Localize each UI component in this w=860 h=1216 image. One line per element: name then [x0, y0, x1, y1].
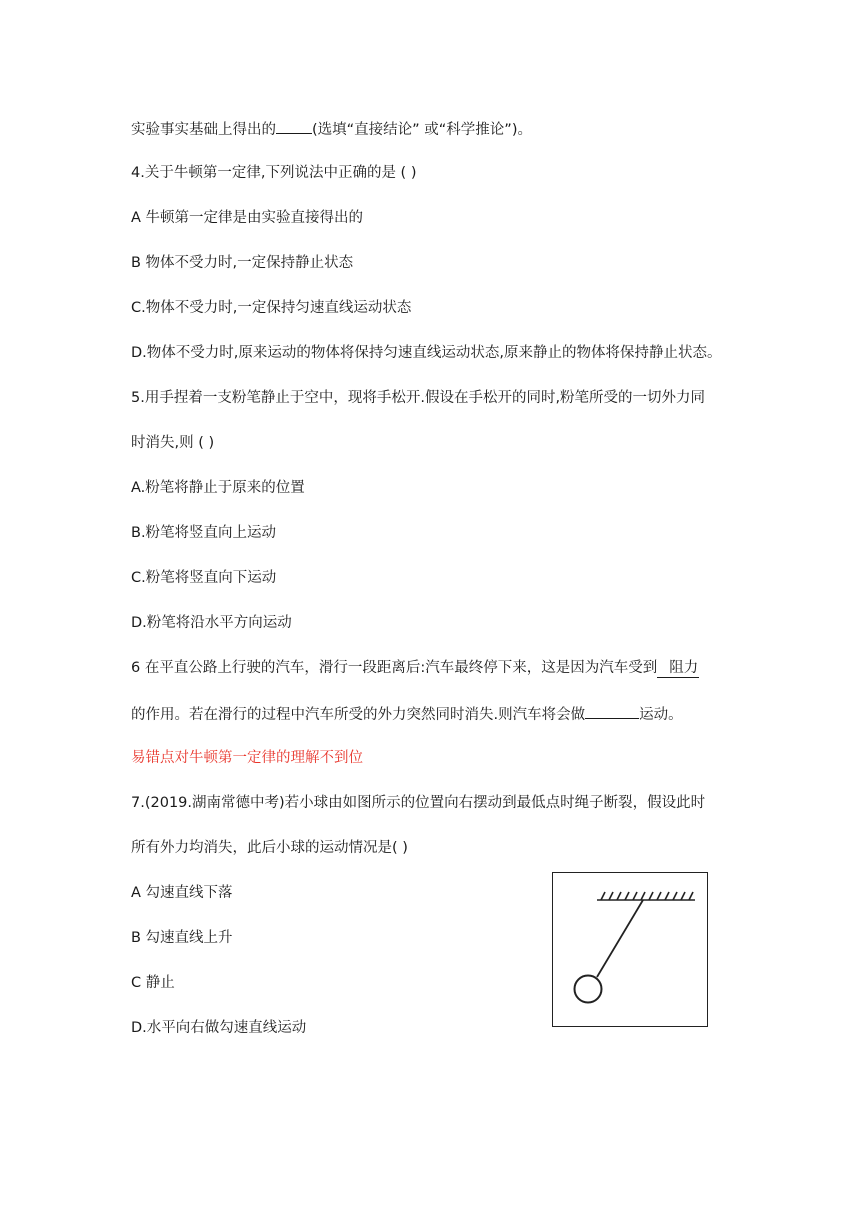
section-heading: 易错点对牛顿第一定律的理解不到位 [131, 750, 363, 766]
option-5a: A.粉笔将静止于原来的位置 [131, 480, 305, 496]
answer-blank[interactable] [276, 118, 312, 134]
ceiling-icon [597, 892, 695, 900]
text-segment: (选填“直接结论” 或“科学推论”)。 [312, 122, 532, 138]
text-segment: 6 在平直公路上行驶的汽车，滑行一段距离后:汽车最终停下来，这是因为汽车受到 [131, 660, 658, 676]
option-7c: C 静止 [131, 975, 175, 991]
question-7-line-2: 所有外力均消失，此后小球的运动情况是( ) [131, 840, 408, 856]
pendulum-svg [553, 873, 709, 1028]
pendulum-diagram [552, 872, 708, 1027]
answer-blank[interactable] [585, 703, 639, 719]
option-7b: B 勾速直线上升 [131, 930, 233, 946]
ball-icon [575, 976, 602, 1003]
text-segment: 运动。 [639, 707, 683, 723]
question-6-line-2 [131, 703, 683, 725]
option-4c: C.物体不受力时,一定保持匀速直线运动状态 [131, 300, 412, 316]
filled-answer: 阻力 [657, 660, 699, 678]
text-line [131, 118, 532, 140]
question-7-line-1: 7.(2019.湖南常德中考)若小球由如图所示的位置向右摆动到最低点时绳子断裂，假设此时 [131, 795, 706, 811]
question-5-line-2: 时消失,则 ( ) [131, 435, 215, 451]
question-5-line-1: 5.用手捏着一支粉笔静止于空中，现将手松开.假设在手松开的同时,粉笔所受的一切外力同 [131, 390, 706, 406]
option-7a: A 勾速直线下落 [131, 885, 233, 901]
question-4: 4.关于牛顿第一定律,下列说法中正确的是 ( ) [131, 165, 417, 181]
option-4b: B 物体不受力时,一定保持静止状态 [131, 255, 354, 271]
option-7d: D.水平向右做勾速直线运动 [131, 1020, 307, 1036]
option-5b: B.粉笔将竖直向上运动 [131, 525, 277, 541]
option-5c: C.粉笔将竖直向下运动 [131, 570, 277, 586]
option-4d: D.物体不受力时,原来运动的物体将保持匀速直线运动状态,原来静止的物体将保持静止状态。 [131, 345, 722, 361]
rope-icon [597, 900, 643, 977]
option-5d: D.粉笔将沿水平方向运动 [131, 615, 292, 631]
text-segment: 实验事实基础上得出的 [131, 122, 276, 138]
question-6-line-1 [131, 658, 699, 678]
option-4a: A 牛顿第一定律是由实验直接得出的 [131, 210, 364, 226]
text-segment: 的作用。若在滑行的过程中汽车所受的外力突然同时消失.则汽车将会做 [131, 707, 586, 723]
